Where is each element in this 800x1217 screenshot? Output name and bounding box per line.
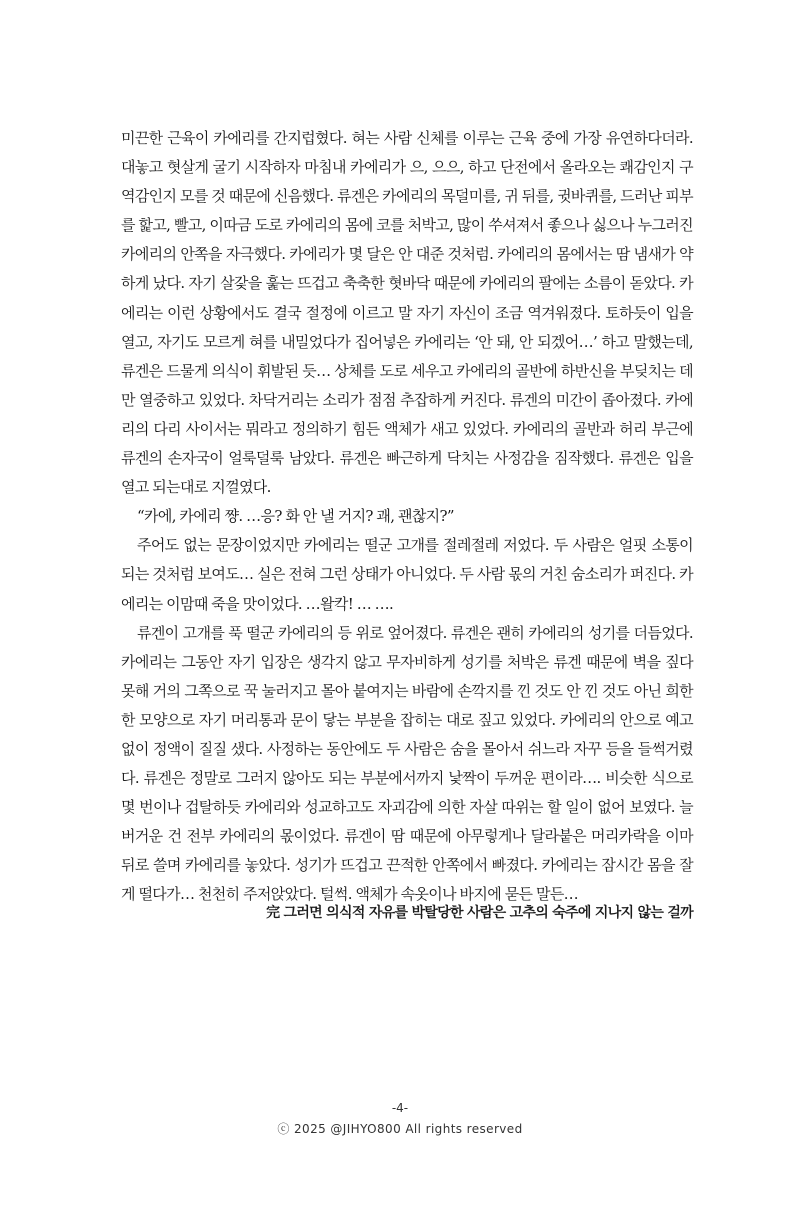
chapter-end-line: 完 그러면 의식적 자유를 박탈당한 사람은 고추의 숙주에 지나지 않는 걸까 [266, 905, 693, 921]
dialogue-paragraph: “카에, 카에리 쨩. …응? 화 안 낼 거지? 괘, 괜찮지?” [137, 507, 454, 526]
page-number: -4- [391, 1101, 409, 1115]
copyright-notice: ⓒ 2025 @JIHYO800 All rights reserved [277, 1122, 523, 1136]
body-paragraph: 미끈한 근육이 카에리를 간지럽혔다. 혀는 사람 신체를 이루는 근육 중에 가장 유연하다더라. 대놓고 혓살게 굴기 시작하자 마침내 카에리가 으, 으으, 하고 단전에서 올라오는 쾌감인지 구역감인지 모를 것 때문에 신음했다. 류겐은 카에리의 목덜미를, 귀 뒤를, 귓바퀴를, 드러난 피부를 핥고, 빨고, 이따금 도로 카에리의 몸에 코를 처박고, 많이 쑤셔져서 좋으나 싫으나 누그러진 카에리의 안쪽을 자극했다. 카에리가 몇 달은 안 대준 것처럼. 카에리의 몸에서는 땀 냄새가 약하게 났다. 자기 살갗을 훑는 뜨겁고 축축한 혓바닥 때문에 카에리의 팔에는 소름이 돋았다. 카에리는 이런 상황에서도 결국 절정에 이르고 말 자기 자신이 조금 역겨워졌다. 토하듯이 입을 열고, 자기도 모르게 혀를 내밀었다가 집어넣은 카에리는 ‘안 돼, 안 되겠어…’ 하고 말했는데, 류겐은 드물게 의식이 휘발된 듯… 상체를 도로 세우고 카에리의 골반에 하반신을 부딪치는 데만 열중하고 있었다. 차닥거리는 소리가 점점 추잡하게 커진다. 류겐의 미간이 좁아졌다. 카에리의 다리 사이서는 뭐라고 정의하기 힘든 액체가 새고 있었다. 카에리의 골반과 허리 부근에 류겐의 손자국이 얼룩덜룩 남았다. 류겐은 빠근하게 닥치는 사정감을 짐작했다. 류겐은 입을 열고 되는대로 지껄였다. [121, 129, 693, 497]
body-paragraph: 주어도 없는 문장이었지만 카에리는 떨군 고개를 절레절레 저었다. 두 사람은 얼핏 소통이 되는 것처럼 보여도… 실은 전혀 그런 상태가 아니었다. 두 사람 몫의 거친 숨소리가 퍼진다. 카에리는 이맘때 죽을 맛이었다. …왈칵! … …. [121, 536, 693, 613]
body-paragraph: 류겐이 고개를 푹 떨군 카에리의 등 위로 엎어졌다. 류겐은 괜히 카에리의 성기를 더듬었다. 카에리는 그동안 자기 입장은 생각지 않고 무자비하게 성기를 처박은 류겐 때문에 벽을 짚다 못해 거의 그쪽으로 꾹 눌러지고 몰아 붙여지는 바람에 손깍지를 낀 것도 안 낀 것도 아닌 희한한 모양으로 자기 머리통과 문이 닿는 부분을 잡히는 대로 짚고 있었다. 카에리의 안으로 예고 없이 정액이 질질 샜다. 사정하는 동안에도 두 사람은 숨을 몰아서 쉬느라 자꾸 등을 들썩거렸다. 류겐은 정말로 그러지 않아도 되는 부분에서까지 낯짝이 두꺼운 편이라…. 비슷한 식으로 몇 번이나 겁탈하듯 카에리와 성교하고도 자괴감에 의한 자살 따위는 할 일이 없어 보였다. 늘 버거운 건 전부 카에리의 몫이었다. 류겐이 땀 때문에 아무렇게나 달라붙은 머리카락을 이마 뒤로 쓸며 카에리를 놓았다. 성기가 뜨겁고 끈적한 안쪽에서 빠졌다. 카에리는 잠시간 몸을 잘게 떨다가… 천천히 주저앉았다. 털썩. 액체가 속옷이나 바지에 묻든 말든… [121, 623, 693, 904]
page-body [121, 124, 693, 910]
